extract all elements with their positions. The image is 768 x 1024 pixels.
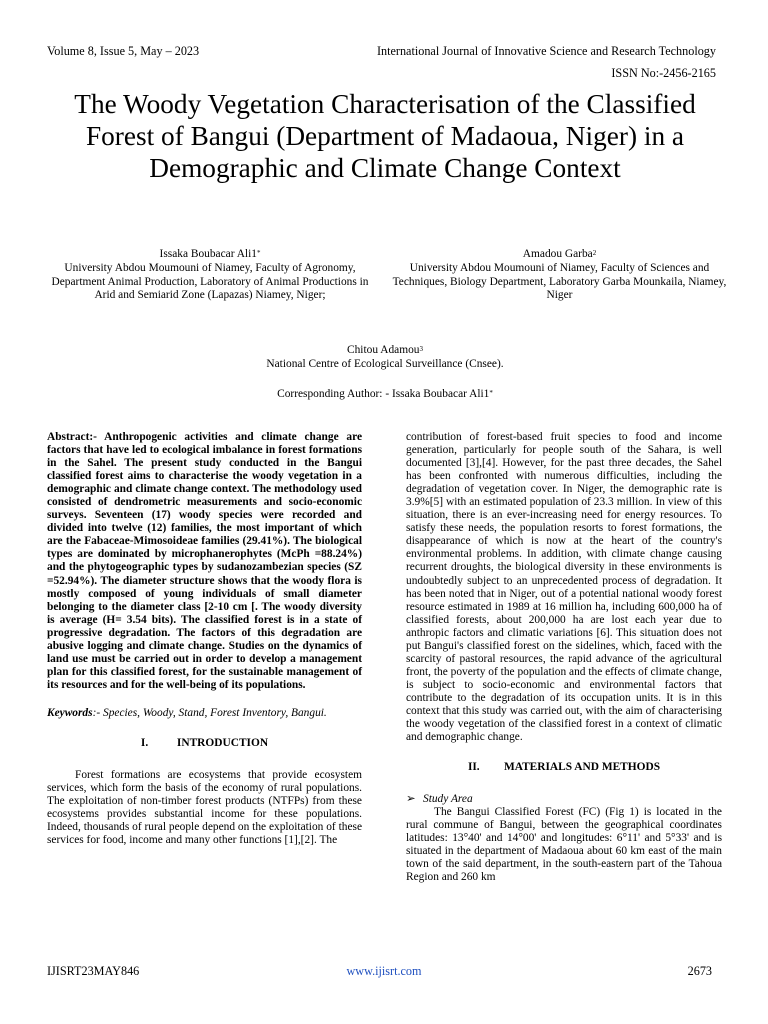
- arrow-bullet-icon: ➢: [406, 793, 416, 806]
- keywords: Keywords:- Species, Woody, Stand, Forest Inventory, Bangui.: [47, 706, 327, 719]
- journal-name: International Journal of Innovative Science and Research Technology: [376, 44, 716, 58]
- journal-website-link[interactable]: www.ijisrt.com: [346, 964, 422, 978]
- author-block-1: [40, 248, 380, 303]
- article-id: IJISRT23MAY846: [47, 964, 140, 978]
- author-name: Issaka Boubacar Ali1*: [159, 248, 261, 260]
- corresponding-author: Corresponding Author: - Issaka Boubacar Ali1*: [277, 388, 493, 400]
- paper-title: The Woody Vegetation Characterisation of the Classified Forest of Bangui (Department of Madaoua, Niger) in a Demographic and Climate Change Context: [74, 89, 696, 183]
- introduction-paragraph: Forest formations are ecosystems that provide ecosystem services, which form the basis of the economy of rural populations. The exploitation of non-timber forest products (NTFPs) from these ecosystems provides substantial income for these populations. Indeed, thousands of rural people depend on the exploitation of these services for food, income and many other functions [1],[2]. The: [47, 769, 362, 847]
- section-heading-materials-methods: II. MATERIALS AND METHODS: [467, 761, 661, 774]
- author-name: Chitou Adamou$^3$: [347, 344, 423, 356]
- author-block-3: [170, 344, 600, 372]
- abstract: Abstract:- Anthropogenic activities and climate change are factors that have led to ecological imbalance in forest formations in the Sahel. The present study conducted in the Bangui classified forest aims to characterise the woody vegetation in a demographic and climate change context. The methodology used consisted of dendrometric measurements and socio-economic surveys. Seventeen (17) woody species were recorded and divided into twelve (12) families, the most important of which are the Fabaceae-Mimosoideae families (29.41%). The biological types are dominated by microphanerophytes (McPh =88.24%) and the phytogeographic types by sudanozambezian species (SZ =52.94%). The diameter structure shows that the woody flora is mostly composed of young individuals of small diameter belonging to the diameter class [2-10 cm [. The woody diversity is average (H= 3.54 bits). The classified forest is in a state of progressive degradation. The factors of this degradation are abusive logging and climate change. Studies on the dynamics of land use must be carried out in order to develop a management plan for this classified forest, for the sustainable management of its resources and for the well-being of its populations.: [47, 431, 362, 691]
- issn-number: ISSN No:-2456-2165: [611, 66, 716, 80]
- author-affiliation: University Abdou Moumouni of Niamey, Faculty of Sciences and Techniques, Biology Department, Laboratory Garba Mounkaila, Niamey, Niger: [392, 261, 727, 302]
- study-area-paragraph: The Bangui Classified Forest (FC) (Fig 1) is located in the rural commune of Bangui, between the geographical coordinates latitudes: 13°40' and 14°00' and longitudes: 6°11' and 5°33' and is situated in the department of Madaoua about 60 km east of the main town of the said department, in the south-eastern part of the Tahoua Region and 260 km: [406, 806, 722, 884]
- section-heading-introduction: I. INTRODUCTION: [140, 736, 269, 749]
- author-affiliation: University Abdou Moumouni of Niamey, Faculty of Agronomy, Department Animal Production, Laboratory of Animal Productions in Arid and Semiarid Zone (Lapazas) Niamey, Niger;: [51, 261, 369, 302]
- volume-issue: Volume 8, Issue 5, May – 2023: [47, 44, 200, 58]
- right-column: [406, 431, 722, 885]
- author-affiliation: National Centre of Ecological Surveillance (Cnsee).: [266, 357, 504, 370]
- page-number: 2673: [687, 964, 712, 978]
- author-block-2: [392, 248, 727, 303]
- author-name: Amadou Garba$^2$: [522, 248, 597, 260]
- introduction-continuation: contribution of forest-based fruit species to food and income generation, particularly for people south of the Sahara, is well documented [3],[4]. However, for the past three decades, the Sahel has been confronted with numerous difficulties, including the degradation of vegetation cover. In Niger, the demographic rate is 3.9%[5] with an estimated population of 23.3 million. In view of this situation, there is an ever-increasing need for energy resources. To satisfy these needs, the population resorts to forest formations, the disappearance of which is now at the heart of the country's environmental problems. In addition, with climate change causing recurrent droughts, the biological diversity in these environments is undoubtedly subject to an unprecedented process of degradation. It has been noted that in Niger, out of a potential national woody forest resource estimated in 1989 at 16 million ha, including 600,000 ha of classified forests, about 200,000 ha are lost each year due to anthropic factors and climatic variations [6]. This situation does not put Bangui's classified forest on the sidelines, which, faced with the scarcity of pastoral resources, the rapid advance of the agricultural front, the poverty of the population and the effects of climate change, is subject to socio-economic and environmental factors that contribute to the degradation of its occupation units. It is in this context that this study was carried out, with the aim of characterising the woody vegetation of the classified forest in a context of climatic and demographic change.: [406, 431, 722, 744]
- subsection-study-area: ➢ Study Area: [406, 793, 473, 806]
- left-column: [47, 431, 362, 847]
